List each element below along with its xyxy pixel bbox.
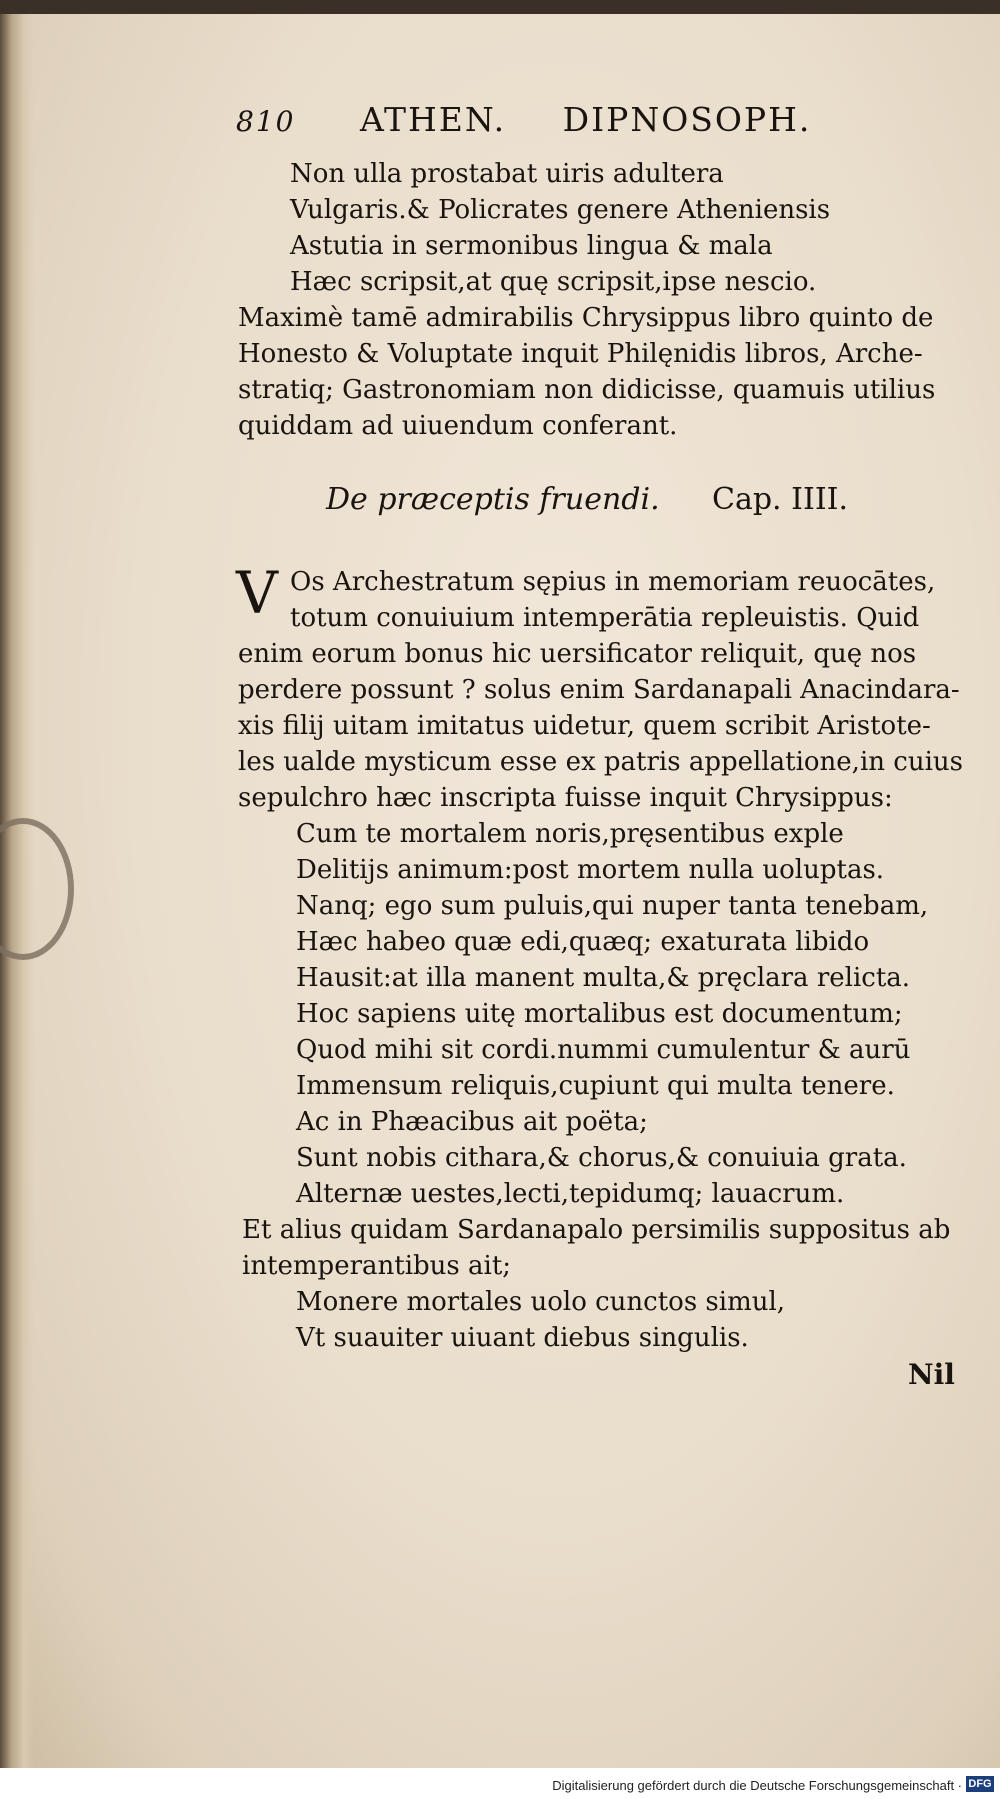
text-line: Honesto & Voluptate inquit Philęnidis libros, Arche- [238, 339, 923, 369]
text-line: enim eorum bonus hic uersificator reliquit, quę nos [238, 639, 917, 669]
text-line: xis filij uitam imitatus uidetur, quem scribit Aristote- [238, 711, 931, 741]
text-line: Maximè tamē admirabilis Chrysippus libro quinto de [238, 303, 934, 333]
text-line: totum conuiuium intemperātia repleuistis. Quid [290, 603, 920, 633]
text-line: stratiq; Gastronomiam non didicisse, quamuis utilius [238, 375, 936, 405]
text-line: quiddam ad uiuendum conferant. [238, 411, 678, 441]
verse-line: Astutia in sermonibus lingua & mala [290, 231, 773, 261]
verse-line: Non ulla prostabat uiris adultera [290, 159, 724, 189]
verse-line: Ac in Phæacibus ait poëta; [296, 1107, 648, 1137]
verse-line: Delitijs animum:post mortem nulla uoluptas. [296, 855, 885, 885]
verse-line: Vt suauiter uiuant diebus singulis. [296, 1323, 749, 1353]
verse-line: Sunt nobis cithara,& chorus,& conuiuia grata. [296, 1143, 907, 1173]
verse-line: Quod mihi sit cordi.nummi cumulentur & aurū [296, 1035, 911, 1065]
text-line: Et alius quidam Sardanapalo persimilis suppositus ab [242, 1215, 951, 1245]
running-header [236, 100, 876, 139]
verse-line: Hausit:at illa manent multa,& pręclara relicta. [296, 963, 911, 993]
text-line: intemperantibus ait; [242, 1251, 512, 1281]
text-line: sepulchro hæc inscripta fuisse inquit Chrysippus: [238, 783, 893, 813]
verse-line: Vulgaris.& Policrates genere Atheniensis [290, 195, 831, 225]
verse-line: Hæc scripsit,at quę scripsit,ipse nescio. [290, 267, 817, 297]
chapter-number: Cap. IIII. [712, 482, 849, 517]
text-line: les ualde mysticum esse ex patris appellatione,in cuius [238, 747, 963, 777]
verse-line: Cum te mortalem noris,pręsentibus exple [296, 819, 844, 849]
header-title-right: DIPNOSOPH. [562, 100, 812, 139]
verse-line: Alternæ uestes,lecti,tepidumq; lauacrum. [296, 1179, 845, 1209]
text-line: perdere possunt ? solus enim Sardanapali Anacindara- [238, 675, 960, 705]
header-title-left: ATHEN. [359, 100, 507, 139]
catchword: Nil [908, 1358, 955, 1391]
chapter-title: De præceptis fruendi. [326, 482, 660, 517]
verse-line: Hæc habeo quæ edi,quæq; exaturata libido [296, 927, 870, 957]
drop-cap: V [236, 559, 278, 627]
verse-line: Monere mortales uolo cunctos simul, [296, 1287, 786, 1317]
verse-line: Hoc sapiens uitę mortalibus est documentum; [296, 999, 903, 1029]
page-number: 810 [236, 105, 296, 138]
verse-line: Nanq; ego sum puluis,qui nuper tanta tenebam, [296, 891, 929, 921]
text-line: Os Archestratum sępius in memoriam reuocātes, [290, 567, 936, 597]
digitization-credit: Digitalisierung gefördert durch die Deutsche Forschungsgemeinschaft · [552, 1778, 962, 1793]
verse-line: Immensum reliquis,cupiunt qui multa tenere. [296, 1071, 895, 1101]
dfg-logo: DFG [966, 1776, 994, 1792]
